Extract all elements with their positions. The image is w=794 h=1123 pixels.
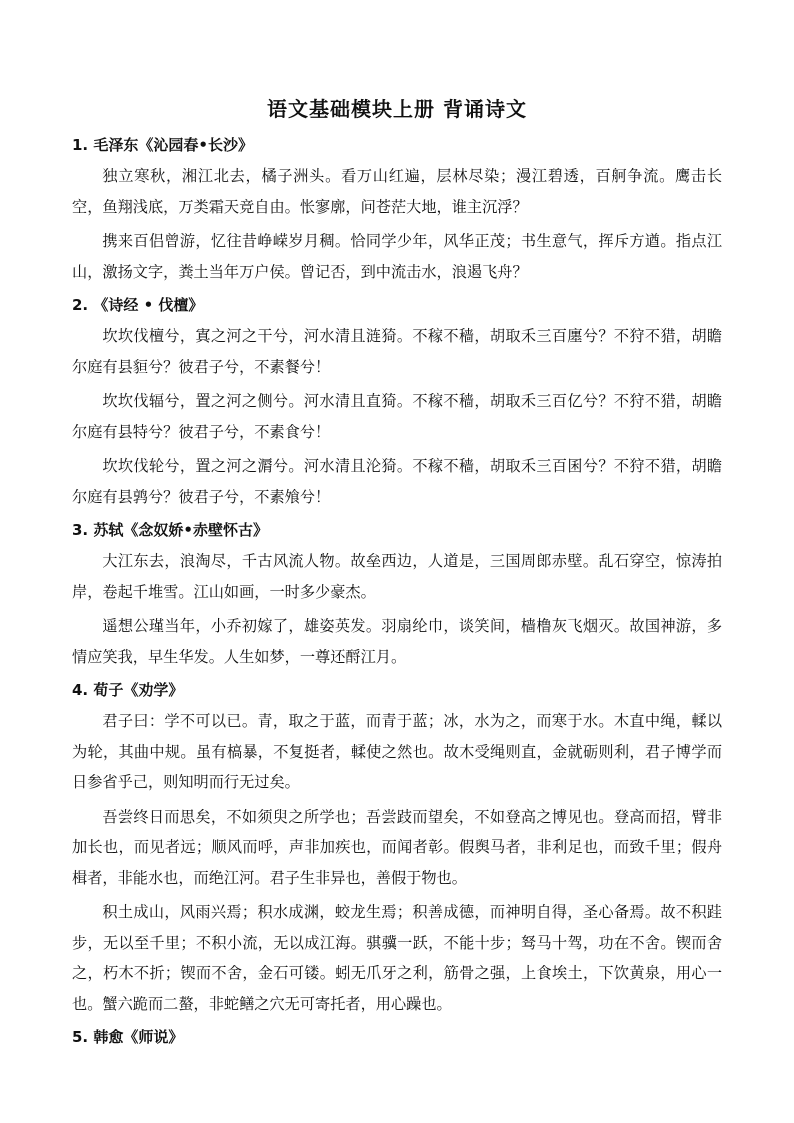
paragraph: 坎坎伐檀兮，寘之河之干兮，河水清且涟猗。不稼不穑，胡取禾三百廛兮？不狩不猎，胡瞻尔庭有县貆兮？彼君子兮，不素餐兮！ (72, 327, 722, 376)
paragraph: 积土成山，风雨兴焉；积水成渊，蛟龙生焉；积善成德，而神明自得，圣心备焉。故不积跬步，无以至千里；不积小流，无以成江海。骐骥一跃，不能十步；驽马十驾，功在不舍。锲而舍之，朽木不折；锲而不舍，金石可镂。蚓无爪牙之利，筋骨之强，上食埃土，下饮黄泉，用心一也。蟹六跪而二螯，非蛇鳝之穴无可寄托者，用心躁也。 (72, 903, 722, 1013)
section-heading: 1. 毛泽东《沁园春•长沙》 (72, 136, 253, 154)
section-heading: 5. 韩愈《师说》 (72, 1028, 184, 1046)
paragraph: 吾尝终日而思矣，不如须臾之所学也；吾尝跂而望矣，不如登高之博见也。登高而招，臂非加长也，而见者远；顺风而呼，声非加疾也，而闻者彰。假舆马者，非利足也，而致千里；假舟楫者，非能水也，而绝江河。君子生非异也，善假于物也。 (72, 807, 722, 887)
page-title: 语文基础模块上册 背诵诗文 (267, 97, 527, 121)
paragraph: 独立寒秋，湘江北去，橘子洲头。看万山红遍，层林尽染；漫江碧透，百舸争流。鹰击长空，鱼翔浅底，万类霜天竞自由。怅寥廓，问苍茫大地，谁主沉浮？ (72, 167, 722, 216)
document-body (72, 132, 722, 1053)
paragraph: 坎坎伐轮兮，置之河之漘兮。河水清且沦猗。不稼不穑，胡取禾三百囷兮？不狩不猎，胡瞻尔庭有县鹑兮？彼君子兮，不素飧兮！ (72, 457, 722, 506)
section-5 (72, 1024, 722, 1050)
paragraph: 遥想公瑾当年，小乔初嫁了，雄姿英发。羽扇纶巾，谈笑间，樯橹灰飞烟灭。故国神游，多情应笑我，早生华发。人生如梦，一尊还酹江月。 (72, 617, 722, 666)
paragraph: 君子曰：学不可以已。青，取之于蓝，而青于蓝；冰，水为之，而寒于水。木直中绳，輮以为轮，其曲中规。虽有槁暴，不复挺者，輮使之然也。故木受绳则直，金就砺则利，君子博学而日参省乎己，则知明而行无过矣。 (72, 712, 722, 791)
section-1 (72, 132, 722, 287)
paragraph: 大江东去，浪淘尽，千古风流人物。故垒西边，人道是，三国周郎赤壁。乱石穿空，惊涛拍岸，卷起千堆雪。江山如画，一时多少豪杰。 (72, 552, 722, 601)
section-4 (72, 677, 722, 1019)
paragraph: 坎坎伐辐兮，置之河之侧兮。河水清且直猗。不稼不穑，胡取禾三百亿兮？不狩不猎，胡瞻尔庭有县特兮？彼君子兮，不素食兮！ (72, 392, 722, 441)
section-2 (72, 292, 722, 512)
section-3 (72, 517, 722, 672)
section-heading: 2. 《诗经 • 伐檀》 (72, 296, 204, 314)
section-heading: 3. 苏轼《念奴娇•赤壁怀古》 (72, 521, 268, 539)
section-heading: 4. 荀子《劝学》 (72, 681, 184, 699)
paragraph: 携来百侣曾游，忆往昔峥嵘岁月稠。恰同学少年，风华正茂；书生意气，挥斥方遒。指点江山，激扬文字，粪土当年万户侯。曾记否，到中流击水，浪遏飞舟？ (72, 232, 722, 281)
